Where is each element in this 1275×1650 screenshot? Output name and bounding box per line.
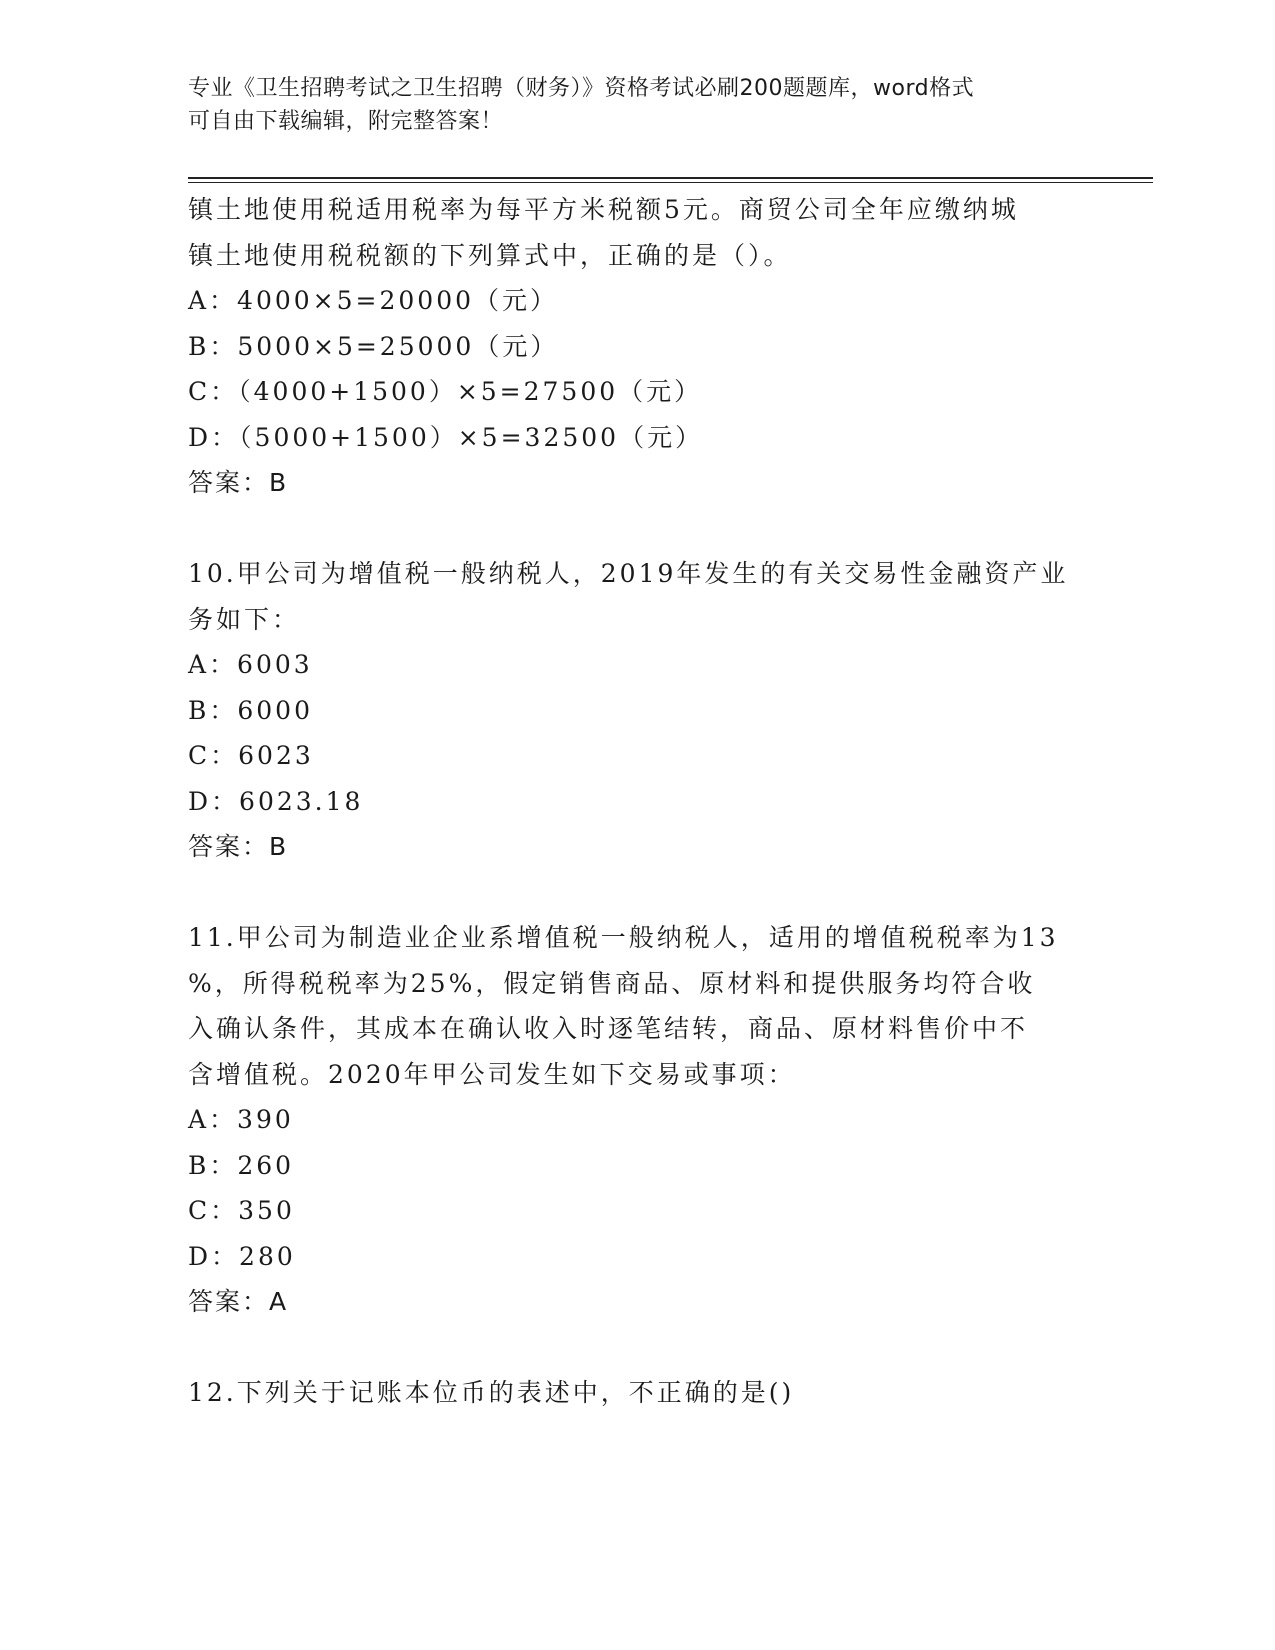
question-stem-line: 10.甲公司为增值税一般纳税人，2019年发生的有关交易性金融资产业: [188, 559, 1069, 588]
spacer: [188, 870, 1088, 916]
question-stem-line: 11.甲公司为制造业企业系增值税一般纳税人，适用的增值税税率为13: [188, 923, 1059, 952]
option-d: D：280: [188, 1241, 296, 1271]
question-stem-line: 务如下：: [188, 604, 301, 634]
question-11: [188, 915, 1088, 1325]
question-stem-line: 镇土地使用税税额的下列算式中，正确的是（）。: [188, 240, 792, 270]
question-9: [188, 187, 1088, 506]
option-d: D：（5000+1500）×5=32500（元）: [188, 422, 704, 452]
option-d: D：6023.18: [188, 786, 364, 816]
spacer: [188, 506, 1088, 552]
page-header: [188, 72, 1068, 138]
answer-text: 答案：B: [188, 468, 289, 497]
header-line-1: 专业《卫生招聘考试之卫生招聘（财务）》资格考试必刷200题题库，word格式: [188, 76, 975, 101]
question-stem-line: 入确认条件，其成本在确认收入时逐笔结转，商品、原材料售价中不: [188, 1014, 1029, 1043]
answer-text: 答案：B: [188, 832, 289, 861]
answer-text: 答案：A: [188, 1287, 289, 1316]
option-c: C：6023: [188, 741, 314, 770]
option-c: C：（4000+1500）×5=27500（元）: [188, 377, 703, 406]
spacer: [188, 1325, 1088, 1371]
header-line-2: 可自由下载编辑，附完整答案！: [188, 109, 504, 134]
option-b: B：6000: [188, 695, 313, 725]
question-stem-line: %，所得税税率为25%，假定销售商品、原材料和提供服务均符合收: [188, 968, 1036, 998]
question-12: [188, 1370, 1088, 1416]
question-stem-line: 镇土地使用税适用税率为每平方米税额5元。商贸公司全年应缴纳城: [188, 195, 1019, 224]
question-stem-line: 12.下列关于记账本位币的表述中，不正确的是(): [188, 1378, 795, 1407]
option-b: B：260: [188, 1150, 295, 1180]
question-10: [188, 551, 1088, 870]
option-a: A：4000×5=20000（元）: [188, 286, 559, 315]
question-list: [188, 187, 1088, 1416]
option-a: A：390: [188, 1105, 294, 1134]
option-c: C：350: [188, 1196, 295, 1225]
header-divider: [188, 177, 1153, 179]
question-stem-line: 含增值税。2020年甲公司发生如下交易或事项：: [188, 1059, 796, 1089]
option-a: A：6003: [188, 650, 313, 679]
option-b: B：5000×5=25000（元）: [188, 331, 559, 361]
